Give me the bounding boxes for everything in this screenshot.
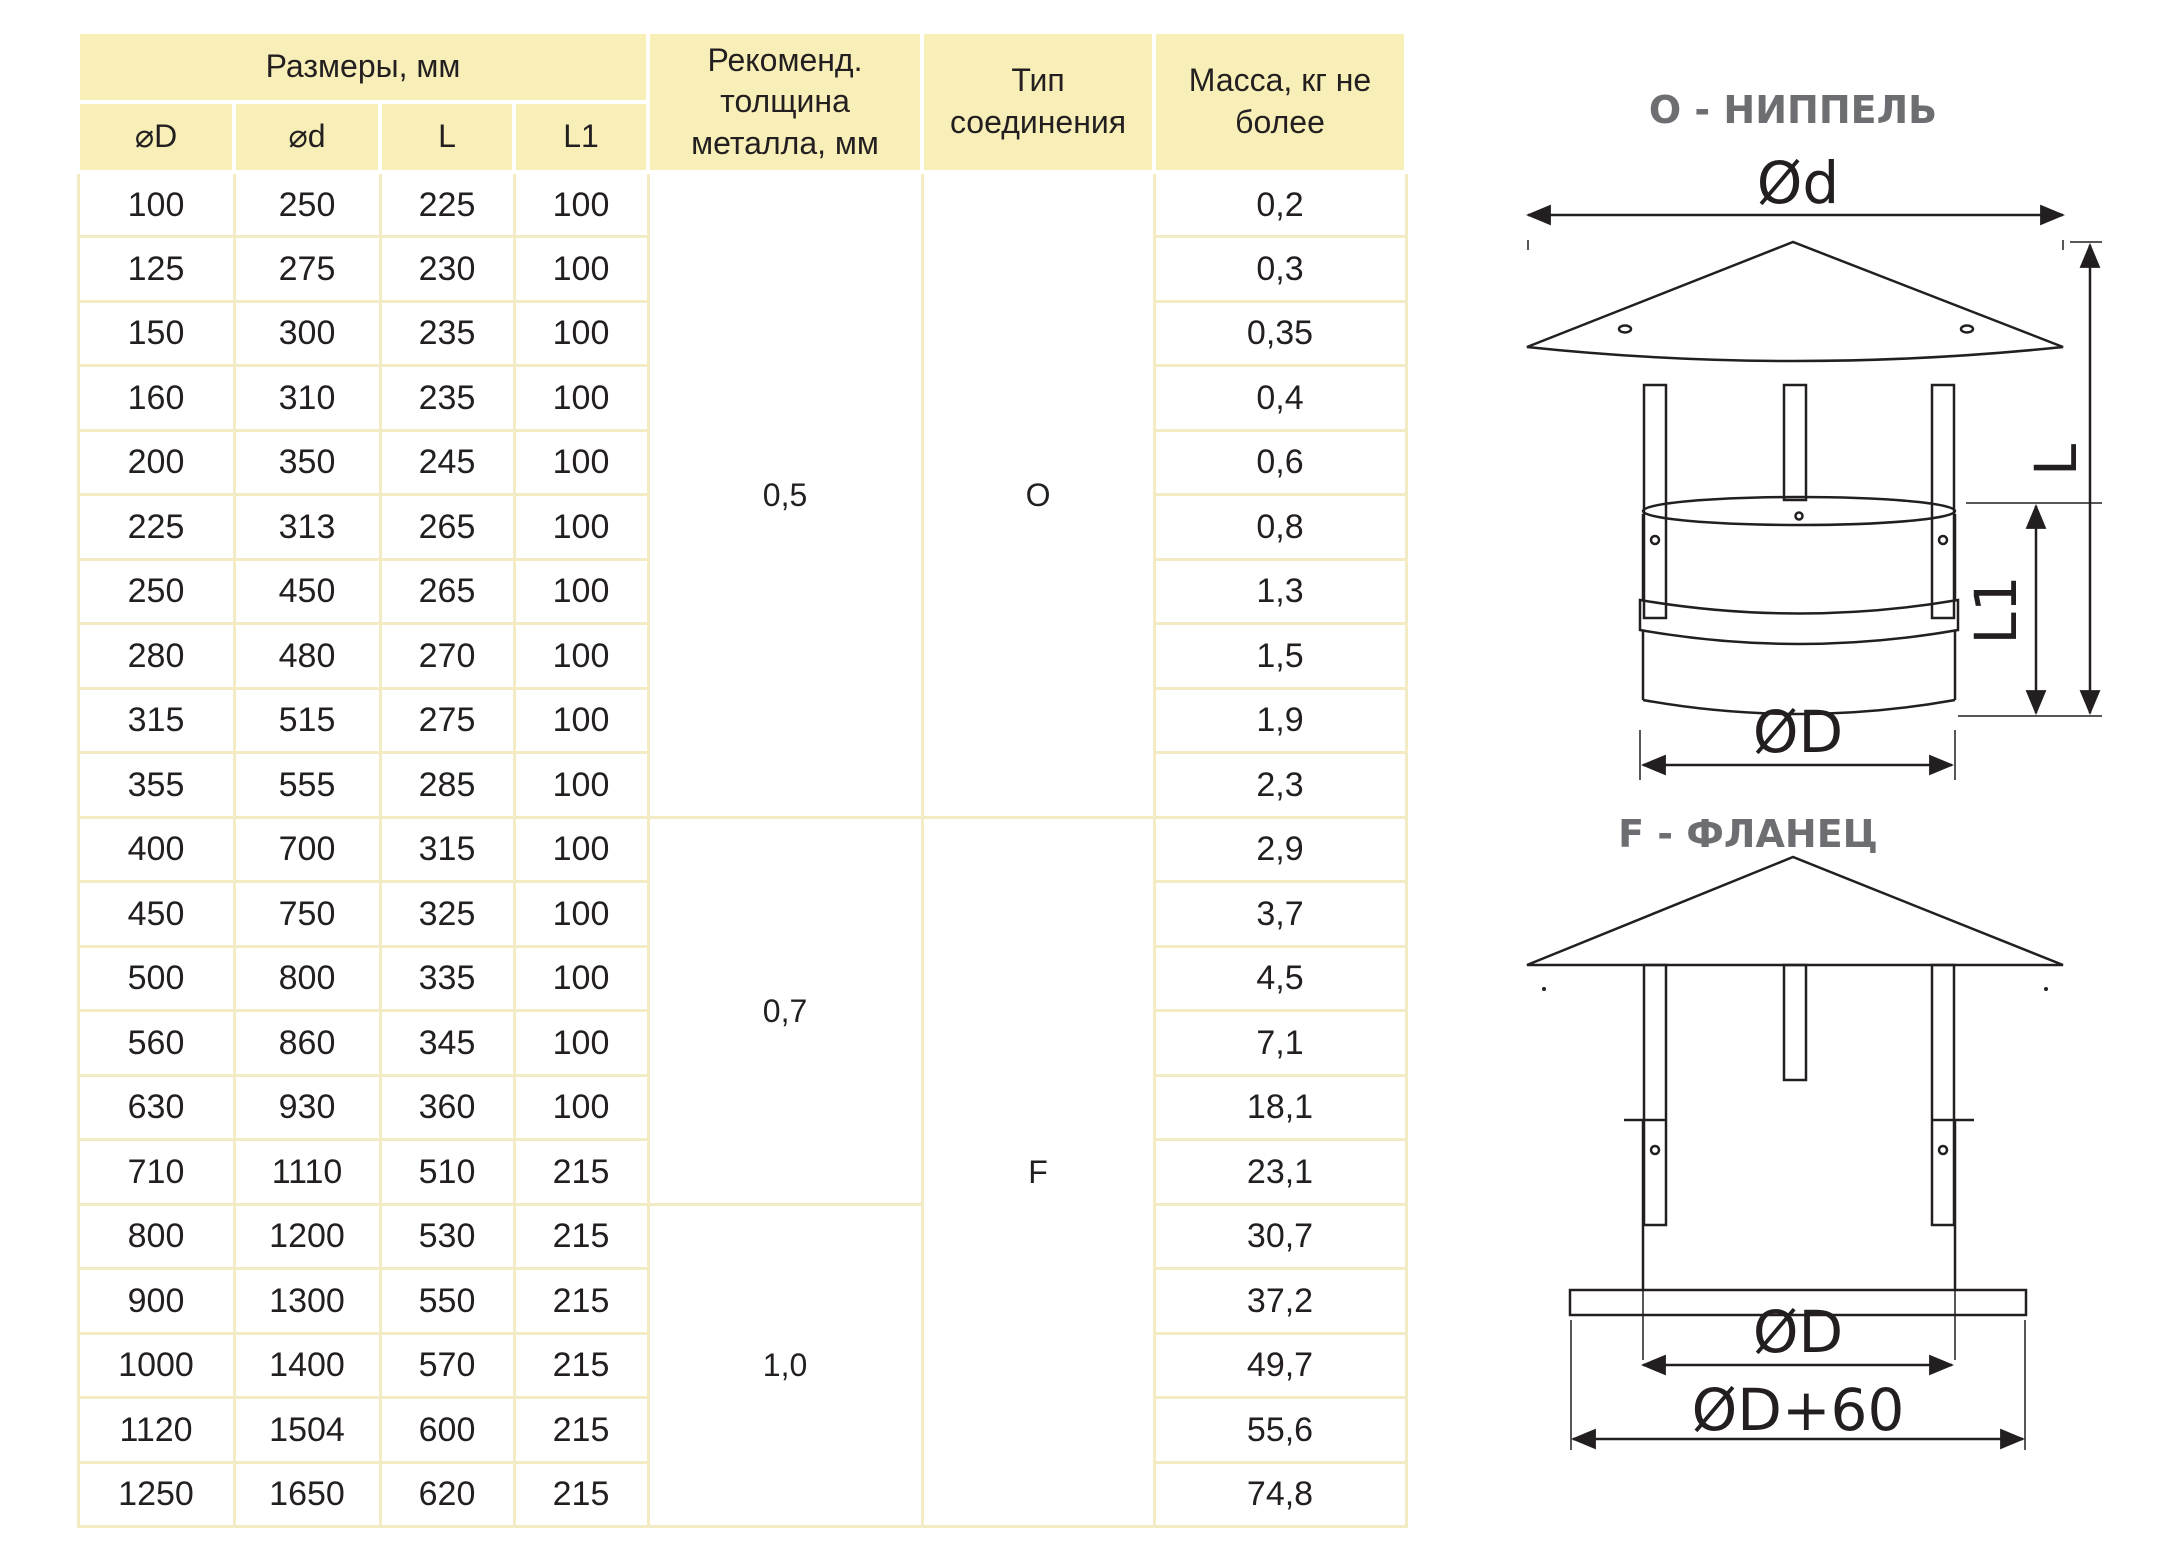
- cell-cap-diameter: 555: [234, 753, 380, 818]
- cell-length: 335: [380, 946, 514, 1011]
- flange-dot-right: [2044, 987, 2048, 991]
- cell-mass: 0,8: [1154, 495, 1406, 560]
- cell-thickness-group: 0,7: [648, 817, 922, 1204]
- cell-length: 620: [380, 1462, 514, 1527]
- cell-length: 245: [380, 430, 514, 495]
- cell-length-l1: 100: [514, 817, 648, 882]
- cell-outer-diameter: 1000: [78, 1333, 234, 1398]
- cell-mass: 0,4: [1154, 366, 1406, 431]
- cell-connection-group: F: [922, 817, 1154, 1527]
- cell-mass: 1,5: [1154, 624, 1406, 689]
- cell-cap-diameter: 800: [234, 946, 380, 1011]
- cell-outer-diameter: 900: [78, 1269, 234, 1334]
- cell-connection-group: O: [922, 172, 1154, 817]
- cell-outer-diameter: 450: [78, 882, 234, 947]
- cell-length-l1: 100: [514, 688, 648, 753]
- cell-length: 325: [380, 882, 514, 947]
- cell-length: 315: [380, 817, 514, 882]
- cell-length-l1: 100: [514, 946, 648, 1011]
- cell-length-l1: 100: [514, 237, 648, 302]
- cell-length-l1: 100: [514, 301, 648, 366]
- cell-length-l1: 100: [514, 495, 648, 560]
- cell-cap-diameter: 450: [234, 559, 380, 624]
- cell-length: 285: [380, 753, 514, 818]
- cell-outer-diameter: 125: [78, 237, 234, 302]
- cell-mass: 0,3: [1154, 237, 1406, 302]
- nipple-title: O - НИППЕЛЬ: [1648, 88, 1938, 132]
- header-connection-type: Тип соединения: [922, 32, 1154, 172]
- cell-cap-diameter: 700: [234, 817, 380, 882]
- header-thickness: Рекоменд. толщина металла, мм: [648, 32, 922, 172]
- cell-outer-diameter: 355: [78, 753, 234, 818]
- cell-length: 360: [380, 1075, 514, 1140]
- cell-mass: 30,7: [1154, 1204, 1406, 1269]
- cell-length: 235: [380, 301, 514, 366]
- cell-length-l1: 215: [514, 1269, 648, 1334]
- cell-outer-diameter: 160: [78, 366, 234, 431]
- cell-outer-diameter: 560: [78, 1011, 234, 1076]
- cell-mass: 4,5: [1154, 946, 1406, 1011]
- cell-mass: 37,2: [1154, 1269, 1406, 1334]
- cell-cap-diameter: 750: [234, 882, 380, 947]
- cell-length: 265: [380, 559, 514, 624]
- cell-outer-diameter: 280: [78, 624, 234, 689]
- cell-mass: 18,1: [1154, 1075, 1406, 1140]
- cell-cap-diameter: 1650: [234, 1462, 380, 1527]
- cell-length: 600: [380, 1398, 514, 1463]
- cell-length: 510: [380, 1140, 514, 1205]
- cell-length: 550: [380, 1269, 514, 1334]
- cell-length-l1: 100: [514, 624, 648, 689]
- cell-mass: 0,6: [1154, 430, 1406, 495]
- cell-mass: 0,2: [1154, 172, 1406, 237]
- cell-length-l1: 215: [514, 1398, 648, 1463]
- cell-length: 230: [380, 237, 514, 302]
- cell-mass: 2,3: [1154, 753, 1406, 818]
- cell-outer-diameter: 200: [78, 430, 234, 495]
- cell-cap-diameter: 300: [234, 301, 380, 366]
- cell-length: 345: [380, 1011, 514, 1076]
- cell-mass: 7,1: [1154, 1011, 1406, 1076]
- cell-outer-diameter: 315: [78, 688, 234, 753]
- header-outer-diameter: ⌀D: [78, 102, 234, 172]
- header-length-l1: L1: [514, 102, 648, 172]
- cell-length: 275: [380, 688, 514, 753]
- flange-dot-left: [1542, 987, 1546, 991]
- nipple-l-label: L: [2022, 443, 2090, 477]
- cell-outer-diameter: 100: [78, 172, 234, 237]
- cell-outer-diameter: 1120: [78, 1398, 234, 1463]
- flange-d-label: ØD: [1752, 1298, 1844, 1366]
- cell-cap-diameter: 1400: [234, 1333, 380, 1398]
- cell-length: 235: [380, 366, 514, 431]
- table-row: [78, 817, 1406, 882]
- cell-outer-diameter: 710: [78, 1140, 234, 1205]
- nipple-outer-d-label: ØD: [1752, 698, 1844, 766]
- cell-mass: 74,8: [1154, 1462, 1406, 1527]
- table-row: [78, 1204, 1406, 1269]
- cell-length-l1: 215: [514, 1462, 648, 1527]
- cell-length-l1: 100: [514, 1075, 648, 1140]
- cell-cap-diameter: 350: [234, 430, 380, 495]
- flange-title: F - ФЛАНЕЦ: [1618, 812, 1878, 856]
- header-mass: Масса, кг не более: [1154, 32, 1406, 172]
- cell-cap-diameter: 930: [234, 1075, 380, 1140]
- cell-length: 265: [380, 495, 514, 560]
- cell-length-l1: 100: [514, 559, 648, 624]
- cell-length-l1: 215: [514, 1204, 648, 1269]
- cell-length: 530: [380, 1204, 514, 1269]
- cell-length-l1: 215: [514, 1333, 648, 1398]
- cell-length-l1: 100: [514, 882, 648, 947]
- nipple-d-label: Ød: [1756, 149, 1840, 217]
- cell-outer-diameter: 225: [78, 495, 234, 560]
- cell-length: 570: [380, 1333, 514, 1398]
- cell-length-l1: 100: [514, 366, 648, 431]
- specification-table: [76, 30, 1408, 1528]
- cell-length-l1: 100: [514, 753, 648, 818]
- cell-cap-diameter: 1504: [234, 1398, 380, 1463]
- cell-cap-diameter: 1200: [234, 1204, 380, 1269]
- cell-cap-diameter: 1110: [234, 1140, 380, 1205]
- cell-outer-diameter: 250: [78, 559, 234, 624]
- cell-cap-diameter: 313: [234, 495, 380, 560]
- cell-outer-diameter: 150: [78, 301, 234, 366]
- cell-cap-diameter: 310: [234, 366, 380, 431]
- cell-cap-diameter: 275: [234, 237, 380, 302]
- cell-outer-diameter: 800: [78, 1204, 234, 1269]
- cell-thickness-group: 1,0: [648, 1204, 922, 1527]
- cell-length: 270: [380, 624, 514, 689]
- cell-outer-diameter: 1250: [78, 1462, 234, 1527]
- cell-mass: 23,1: [1154, 1140, 1406, 1205]
- table-body: [78, 172, 1406, 1527]
- cell-mass: 49,7: [1154, 1333, 1406, 1398]
- cell-mass: 2,9: [1154, 817, 1406, 882]
- table-row: [78, 172, 1406, 237]
- cell-mass: 55,6: [1154, 1398, 1406, 1463]
- header-length: L: [380, 102, 514, 172]
- cell-outer-diameter: 500: [78, 946, 234, 1011]
- cell-cap-diameter: 860: [234, 1011, 380, 1076]
- technical-drawing: [1440, 40, 2160, 1540]
- cell-outer-diameter: 630: [78, 1075, 234, 1140]
- cell-cap-diameter: 250: [234, 172, 380, 237]
- cell-length-l1: 100: [514, 1011, 648, 1076]
- cell-length-l1: 100: [514, 430, 648, 495]
- cell-cap-diameter: 515: [234, 688, 380, 753]
- cell-mass: 0,35: [1154, 301, 1406, 366]
- cell-mass: 1,9: [1154, 688, 1406, 753]
- cell-mass: 1,3: [1154, 559, 1406, 624]
- header-dimensions-group: Размеры, мм: [78, 32, 648, 102]
- cell-length: 225: [380, 172, 514, 237]
- flange-d60-label: ØD+60: [1691, 1376, 1905, 1444]
- cell-length-l1: 215: [514, 1140, 648, 1205]
- cell-outer-diameter: 400: [78, 817, 234, 882]
- nipple-drawing: [1527, 215, 2102, 780]
- header-cap-diameter: ⌀d: [234, 102, 380, 172]
- cell-mass: 3,7: [1154, 882, 1406, 947]
- cell-cap-diameter: 1300: [234, 1269, 380, 1334]
- cell-length-l1: 100: [514, 172, 648, 237]
- cell-thickness-group: 0,5: [648, 172, 922, 817]
- cell-cap-diameter: 480: [234, 624, 380, 689]
- nipple-l1-label: L1: [1962, 575, 2030, 645]
